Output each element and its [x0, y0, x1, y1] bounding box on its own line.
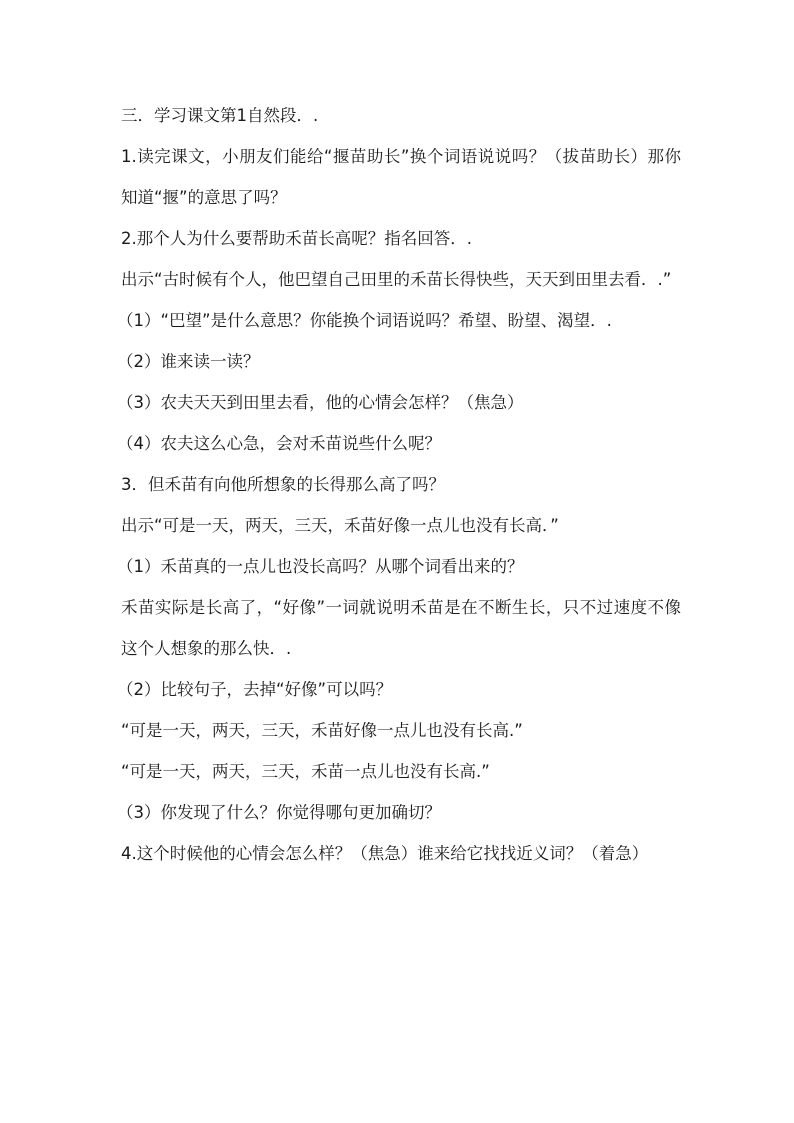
comparison-sentence-1: “可是一天，两天，三天，禾苗好像一点儿也没有长高.”	[121, 721, 523, 740]
question-3: 3．但禾苗有向他所想象的长得那么高了吗？	[121, 475, 445, 494]
sub-question-2-4: （4）农夫这么心急，会对禾苗说些什么呢？	[117, 434, 441, 453]
sub-question-3-3: （3）你发现了什么？你觉得哪句更加确切？	[117, 803, 441, 822]
question-1: 1.读完课文，小朋友们能给“揠苗助长”换个词语说说吗？（拔苗助长）那你知道“揠”的意思了吗？	[121, 147, 681, 207]
sub-question-3-1: （1）禾苗真的一点儿也没长高吗？从哪个词看出来的？	[117, 557, 524, 576]
display-sentence-2: 出示“可是一天，两天，三天，禾苗好像一点儿也没有长高．”	[121, 516, 559, 535]
sub-question-2-1: （1）“巴望”是什么意思？你能换个词语说吗？希望、盼望、渴望．.	[117, 311, 612, 330]
question-4: 4.这个时候他的心情会怎么样？（焦急）谁来给它找找近义词？（着急）	[121, 844, 649, 863]
sub-question-3-2: （2）比较句子，去掉“好像”可以吗？	[117, 680, 393, 699]
explanation-paragraph: 禾苗实际是长高了，“好像”一词就说明禾苗是在不断生长，只不过速度不像这个人想象的那么快．.	[121, 598, 681, 658]
question-2: 2.那个人为什么要帮助禾苗长高呢？指名回答．.	[121, 229, 472, 248]
section-heading: 三．学习课文第1自然段．.	[121, 106, 319, 125]
sub-question-2-2: （2）谁来读一读？	[117, 352, 260, 371]
sub-question-2-3: （3）农夫天天到田里去看，他的心情会怎样？（焦急）	[117, 393, 524, 412]
display-sentence-1: 出示“古时候有个人，他巴望自己田里的禾苗长得快些，天天到田里去看．.”	[121, 270, 672, 289]
document-body	[117, 104, 681, 883]
comparison-sentence-2: “可是一天，两天，三天，禾苗一点儿也没有长高.”	[121, 762, 490, 781]
